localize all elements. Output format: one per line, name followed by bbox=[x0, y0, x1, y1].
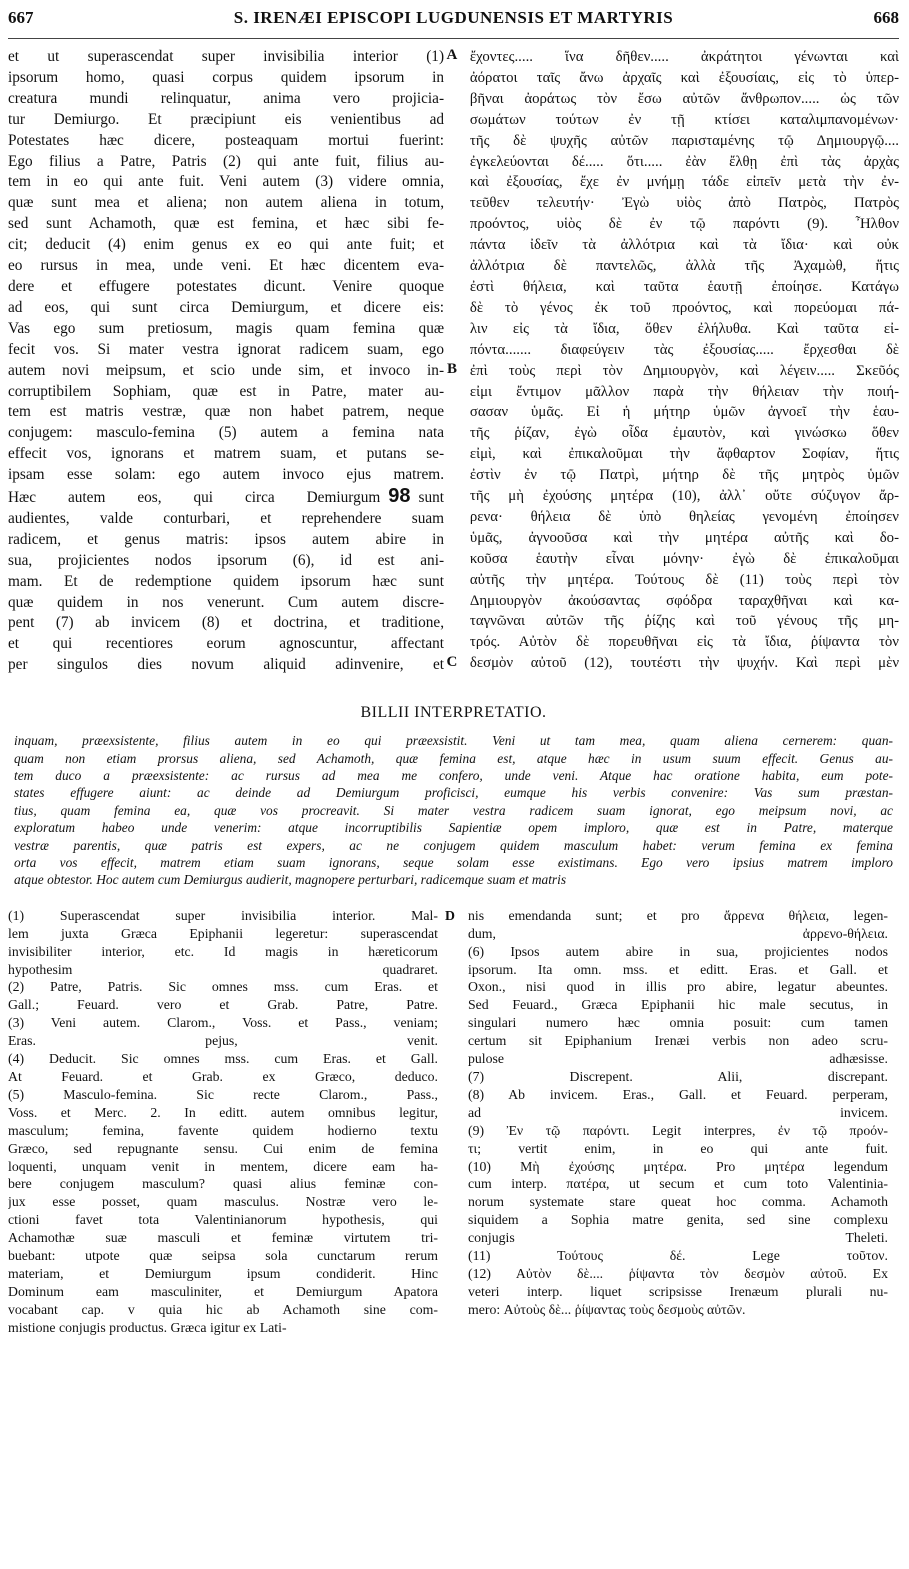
latin-line: quæ sunt mea et aliena; non autem aliena in totum, bbox=[8, 194, 445, 212]
latin-line: sua, projicientes nodos ipsorum (6), id est ani- bbox=[8, 551, 445, 569]
footnotes-right bbox=[462, 907, 888, 1337]
footnote-line: (4) Deducit. Sic omnes mss. cum Eras. et Gall. bbox=[8, 1051, 438, 1067]
footnote-line: (6) Ipsos autem abire in sua, projicientes nodos bbox=[468, 943, 888, 959]
marginal-letter-c: C bbox=[446, 654, 458, 670]
marginal-letter-a: A bbox=[446, 47, 458, 63]
footnotes-left bbox=[8, 907, 438, 1337]
footnote-line: pulose adhæsisse. bbox=[468, 1051, 888, 1067]
footnote-line: Oxon., nisi quod in illis pro abire, legatur abeuntes. bbox=[468, 979, 888, 995]
interpretatio-line: states effugere aiunt: ac deinde ad Demiurgum proficisci, eumque his verbis convenire: Vas sum præstan- bbox=[14, 785, 893, 801]
footnote-line: lem juxta Græca Epiphanii legeretur: superascendat bbox=[8, 925, 438, 941]
greek-line: τῆς ῥίζαν, ἐγὼ οἶδα ἐμαυτὸν, καὶ γινώσκω ὅθεν bbox=[469, 425, 900, 442]
greek-line: δὲ τὸ γένος ἐκ τοῦ προόντος, καὶ πορεύομαι πά- bbox=[469, 299, 900, 316]
greek-line: τρός. Αὐτὸν δὲ πορευθῆναι εἰς τὰ ἴδια, ῥίψαντα τὸν bbox=[469, 634, 900, 651]
footnote-line: Sed Feuard., Græca Epiphanii hic male secutus, in bbox=[468, 997, 888, 1013]
greek-column bbox=[460, 47, 899, 676]
footnote-line: At Feuard. et Grab. ex Græco, deduco. bbox=[8, 1069, 438, 1084]
greek-line: καὶ ἐξουσίας, ἔχε ἐν μνήμῃ τάδε εἰπεῖν μετὰ τὴν ἐν- bbox=[469, 174, 900, 191]
greek-line: κοῦσα ἑαυτὴν εἶναι μόνην· ἐγὼ δὲ ἐπικαλοῦμαι bbox=[469, 550, 900, 567]
greek-line: εἰμι ἔντιμον μᾶλλον παρὰ τὴν θήλειαν τὴν ποιή- bbox=[469, 383, 900, 400]
column-number: 98 bbox=[388, 486, 411, 508]
footnote-line: (9) Ἐν τῷ παρόντι. Legit interpres, ἐν τῷ προόν- bbox=[468, 1122, 888, 1138]
footnote-line: (3) Veni autem. Clarom., Voss. et Pass., veniam; bbox=[8, 1015, 438, 1031]
footnote-line: hypothesim quadraret. bbox=[8, 961, 438, 977]
latin-line: quæ quidem in nos venerunt. Cum autem discre- bbox=[8, 593, 445, 611]
latin-line: ipsam esse solam: ego autem invoco ejus matrem. bbox=[8, 466, 445, 484]
latin-line: conjugem: masculo-femina (5) autem a femina nata bbox=[8, 424, 445, 442]
interpretatio-line: tem duco a præexsistente: ac rursus ad mea me confero, unde veni. Atque hac oratione habita, eum pote- bbox=[14, 768, 893, 783]
running-header bbox=[8, 8, 899, 39]
latin-line-text: Hæc autem eos, qui circa Demiurgum bbox=[8, 489, 381, 507]
greek-line: πάντα ἰδεῖν τὰ ἀλλότρια καὶ τὰ ἴδια· καὶ οὐκ bbox=[469, 237, 900, 254]
latin-line-tail: sunt bbox=[418, 489, 445, 507]
latin-line: per singulos dies novum aliquid adinvenire, et bbox=[8, 656, 445, 674]
greek-line: λιν εἰς τὰ ἴδια, ὅθεν ἐλήλυθα. Καὶ ταῦτα εἰ- bbox=[469, 320, 900, 337]
marginal-letters bbox=[444, 47, 460, 676]
footnote-line: dum, ἀρρενο-θήλεια. bbox=[468, 925, 888, 941]
footnote-line: (7) Discrepent. Alii, discrepant. bbox=[468, 1069, 888, 1084]
latin-line: eo rursus in mea, unde veni. Et hæc dicentem eva- bbox=[8, 257, 445, 275]
greek-line: Δημιουργὸν ἀκούσαντας σφόδρα ταραχθῆναι καὶ κα- bbox=[469, 592, 900, 609]
footnote-line: Gall.; Feuard. vero et Grab. Patre, Patre. bbox=[8, 997, 438, 1013]
footnote-line: Dominum eam masculiniter, et Demiurgum Apatora bbox=[8, 1283, 438, 1299]
footnote-line: invisibiliter interior, etc. Id magis in hæreticorum bbox=[8, 943, 438, 959]
greek-line: ἀλλότρια δὲ παντελῶς, ἀλλὰ τῆς Ἀχαμὼθ, ἥτις bbox=[469, 258, 900, 275]
footnote-line: mero: Αὐτοὺς δὲ... ῥίψαντας τοὺς δεσμοὺς αὐτῶν. bbox=[468, 1301, 746, 1317]
greek-line: ἀόρατοι ταῖς ἄνω ἀρχαῖς καὶ ἐξουσίαις, εἰς τὸ ὑπερ- bbox=[469, 69, 900, 86]
footnote-line: Achamothæ suæ masculi et feminæ virtutem tri- bbox=[8, 1230, 438, 1246]
latin-line: effecit vos, ignorans et matrem suam, et putans se- bbox=[8, 445, 445, 463]
footnote-line: Græco, sed repugnante sensu. Cui enim de femina bbox=[8, 1140, 438, 1156]
latin-line: audientes, valde conturbari, et reprehendere suam bbox=[8, 509, 445, 527]
footnote-line: (10) Μὴ ἐχούσης μητέρα. Pro μητέρα legendum bbox=[468, 1158, 888, 1174]
latin-line: dere et effugere potestates dicunt. Venire quoque bbox=[8, 277, 445, 295]
latin-line: corruptibilem Sophiam, quæ est in Patre, mater au- bbox=[8, 382, 445, 400]
interpretatio-line: vestræ parentis, quæ patris est expers, ac ne conjugem quidem masculum habet: verum femina ex femina bbox=[14, 837, 893, 853]
footnote-line: cum interp. πατέρα, ut secum et cum toto Valentinia- bbox=[468, 1176, 888, 1192]
footnote-line: jux esse posset, quam masculus. Nostræ vero le- bbox=[8, 1194, 438, 1210]
interpretatio-line: inquam, præexsistente, filius autem in eo qui præexsistit. Veni ut tam mea, quam aliena cernerem: quan- bbox=[14, 733, 893, 749]
footnote-line: ad invicem. bbox=[468, 1104, 888, 1120]
latin-line: radicem, et genus matris: ipsos autem abire in bbox=[8, 530, 445, 548]
interpretatio-line: quam non etiam prorsus aliena, sed Achamoth, quæ femina est, atque hæc in usum suum effecit. Genus au- bbox=[14, 750, 893, 766]
footnote-line: Eras. pejus, venit. bbox=[8, 1033, 438, 1049]
greek-line: ἐγκελεύονται δέ..... ὅτι..... ἐὰν ἔλθῃ ἐπὶ τὰς ἀρχὰς bbox=[469, 153, 900, 170]
greek-line: ἐπὶ τοὺς περὶ τὸν Δημιουργὸν, καὶ λέγειν..... Σκεῦός bbox=[469, 362, 900, 379]
footnote-line: ctioni favet tota Valentinianorum hypothesis, qui bbox=[8, 1212, 438, 1228]
footnote-line: siquidem a Sophia matre genita, sed sine complexu bbox=[468, 1212, 888, 1228]
main-text bbox=[8, 47, 899, 676]
greek-line: δεσμὸν αὐτοῦ (12), τουτέστι τὴν ψυχήν. Καὶ περὶ μὲν bbox=[469, 655, 900, 672]
interpretatio-line: atque obtestor. Hoc autem cum Demiurgus audierit, magnopere perturbari, radicemque suam et matris bbox=[14, 872, 567, 888]
footnote-line: (1) Superascendat super invisibilia interior. Mal- bbox=[8, 907, 438, 923]
greek-line: σωμάτων τούτων ἐν τῇ κτίσει καταλιμπανομένων· bbox=[469, 111, 900, 128]
footnote-line: certum sit Epiphanium Irenæi verbis non adeo scru- bbox=[468, 1033, 888, 1049]
interpretatio-line: exploratum habeo unde venerim: atque incorruptibilis Sapientiæ opem imploro, quæ est in Patre, materque bbox=[14, 820, 893, 836]
latin-line: ipsorum homo, quasi corpus quidem ipsorum in bbox=[8, 68, 445, 86]
greek-line: βῆναι ἀοράτως τὸν ἔσω αὐτῶν ἄνθρωπον..... ὡς τῶν bbox=[469, 90, 900, 107]
greek-line: αὐτῆς τὴν μητέρα. Τούτους δὲ (11) τοὺς περὶ τὸν bbox=[469, 571, 900, 588]
interpretatio-line: tius, quam femina ea, quæ vos procreavit. Si mater vestra radicem suam ignorat, ego meipsum novi, ac bbox=[14, 802, 893, 818]
latin-line: cit; deducit (4) enim genus ex eo qui ante fuit; et bbox=[8, 236, 445, 254]
greek-line: πόντα....... διαφεύγειν τὰς ἐξουσίας..... ἔρχεσθαι δὲ bbox=[469, 341, 900, 358]
footnote-line: (12) Αὐτὸν δὲ.... ῥίψαντα τὸν δεσμὸν αὐτοῦ. Ex bbox=[468, 1265, 888, 1281]
latin-line: Vas ego sum pretiosum, magis quam femina quæ bbox=[8, 319, 445, 337]
footnote-line: τι; vertit enim, in eo qui ante fuit. bbox=[468, 1140, 888, 1156]
footnote-line: loquenti, unquam venit in mentem, dicere eam ha- bbox=[8, 1158, 438, 1174]
latin-line: et qui recentiores eorum agnoscuntur, affectant bbox=[8, 635, 445, 653]
latin-line bbox=[8, 486, 444, 509]
footnote-line: conjugis Theleti. bbox=[468, 1230, 888, 1246]
left-page-number: 667 bbox=[8, 8, 34, 27]
interpretatio-text bbox=[8, 732, 899, 889]
footnote-line: norum systemate stare queat hoc comma. Achamoth bbox=[468, 1194, 888, 1210]
latin-line: autem novi meipsum, et scio unde sim, et invoco in- bbox=[8, 361, 445, 379]
interpretatio-line: orta vos effecit, matrem etiam suam ignorans, seque solam esse existimans. Ego vero ipsius matrem imploro bbox=[14, 855, 893, 871]
latin-line: mam. Et de redemptione quidem ipsorum hæc sunt bbox=[8, 572, 445, 590]
footnote-line: veteri interp. liquet scripsisse Irenæum plurali nu- bbox=[468, 1283, 888, 1299]
latin-line: tur Demiurgo. Et præcipiunt eis venientibus ad bbox=[8, 110, 445, 128]
footnote-line: (5) Masculo-femina. Sic recte Clarom., Pass., bbox=[8, 1086, 438, 1102]
greek-line: ταγνῶναι αὐτῶν τῆς ῥίζης καὶ τοῦ γένους τῆς μη- bbox=[469, 613, 900, 630]
footnote-line: (2) Patre, Patris. Sic omnes mss. cum Eras. et bbox=[8, 979, 438, 995]
footnotes bbox=[8, 907, 899, 1337]
latin-line: creatura mundi relinquatur, anima vero projicia- bbox=[8, 89, 445, 107]
greek-line: εἰμὶ, καὶ ἐπικαλοῦμαι τὴν ἄφθαρτον Σοφίαν, ἥτις bbox=[469, 446, 900, 463]
greek-line: ρενα· θήλεια δὲ ὑπὸ θηλείας γενομένη ἐποίησεν bbox=[469, 508, 900, 525]
marginal-letter-b: B bbox=[446, 361, 457, 377]
footnote-line: mistione conjugis productus. Græca igitur ex Lati- bbox=[8, 1319, 287, 1335]
footnote-line: ipsorum. Ita omn. mss. et editt. Eras. et Gall. et bbox=[468, 961, 888, 977]
footnote-line: vocabant cap. v quia hic ab Achamoth sine com- bbox=[8, 1301, 438, 1317]
footnote-line: (11) Τούτους δέ. Lege τοῦτον. bbox=[468, 1248, 888, 1264]
footnote-line: bere conjugem masculum? quasi alius feminæ con- bbox=[8, 1176, 438, 1192]
interpretatio-title: BILLII INTERPRETATIO. bbox=[360, 704, 547, 722]
greek-line: τῆς δὲ ψυχῆς αὐτῶν παρισταμένης τῷ Δημιουργῷ.... bbox=[469, 132, 900, 149]
latin-line: ad eos, qui sunt circa Demiurgum, et dicere eis: bbox=[8, 298, 445, 316]
greek-line: ἐστὶν ἐν τῷ Πατρὶ, μήτηρ δὲ τῆς μητρὸς ὑμῶν bbox=[469, 467, 900, 484]
latin-line: sed sunt Achamoth, quæ est femina, et hæc sibi fe- bbox=[8, 215, 445, 233]
footnote-line: materiam, et Demiurgum ipsum condiderit. Hinc bbox=[8, 1265, 438, 1281]
latin-line: Ego filius a Patre, Patris (2) qui ante fuit, filius au- bbox=[8, 152, 445, 170]
footnote-line: buebant: utpote quæ seipsa sola cunctarum rerum bbox=[8, 1248, 438, 1264]
greek-line: ἔχοντες..... ἵνα δῆθεν..... ἀκράτητοι γένωνται καὶ bbox=[469, 49, 900, 65]
latin-line: et ut superascendat super invisibilia interior (1) bbox=[8, 48, 445, 65]
greek-line: σασαν ὑμᾶς. Εἰ ἡ μήτηρ ὑμῶν ἀγνοεῖ τὴν ἑαυ- bbox=[469, 404, 900, 421]
latin-line: tem in eo qui ante fuit. Veni autem (3) videre omnia, bbox=[8, 173, 445, 191]
latin-line: tem est matris vestræ, quæ non habet patrem, neque bbox=[8, 403, 445, 421]
right-page-number: 668 bbox=[873, 8, 899, 27]
greek-line: τεῦθεν τελευτήν· Ἐγὼ υἱὸς ἀπὸ Πατρὸς, Πατρὸς bbox=[469, 195, 900, 212]
footnote-line: masculum; femina, favente quidem hodierno textu bbox=[8, 1122, 438, 1138]
greek-line: τῆς μὴ ἐχούσης μητέρα (10), ἀλλ᾽ οὔτε σύζυγον ἄρ- bbox=[469, 488, 900, 505]
greek-line: ὑμᾶς, ἀγνοοῦσα καὶ τὴν μητέρα αὐτῆς καὶ δο- bbox=[469, 529, 900, 546]
footnote-line: (8) Ab invicem. Eras., Gall. et Feuard. perperam, bbox=[468, 1086, 888, 1102]
latin-line: fecit vos. Si mater vestra ignorat radicem suam, ego bbox=[8, 340, 445, 358]
latin-line: Potestates hæc dicere, posteaquam mortui fuerint: bbox=[8, 131, 445, 149]
greek-line: προόντος, υἱὸς δὲ ἐν τῷ παρόντι (9). Ἦλθον bbox=[469, 216, 900, 233]
latin-line: pent (7) ab invicem (8) et doctrina, et traditione, bbox=[8, 614, 445, 632]
footnote-line: Voss. et Merc. 2. In editt. autem omnibus legitur, bbox=[8, 1104, 438, 1120]
running-title: S. IRENÆI EPISCOPI LUGDUNENSIS ET MARTYRIS bbox=[233, 8, 674, 27]
latin-column bbox=[8, 47, 444, 676]
footnote-line: singulari numero hæc omnia posuit: cum tamen bbox=[468, 1015, 888, 1031]
footnote-line: nis emendanda sunt; et pro ἄρρενα θήλεια, legen- bbox=[468, 907, 888, 923]
greek-line: ἐστὶ θήλεια, καὶ ταῦτα ἑαυτῇ ἐποίησε. Κατάγω bbox=[469, 278, 900, 295]
marginal-letter-d: D bbox=[445, 907, 455, 923]
